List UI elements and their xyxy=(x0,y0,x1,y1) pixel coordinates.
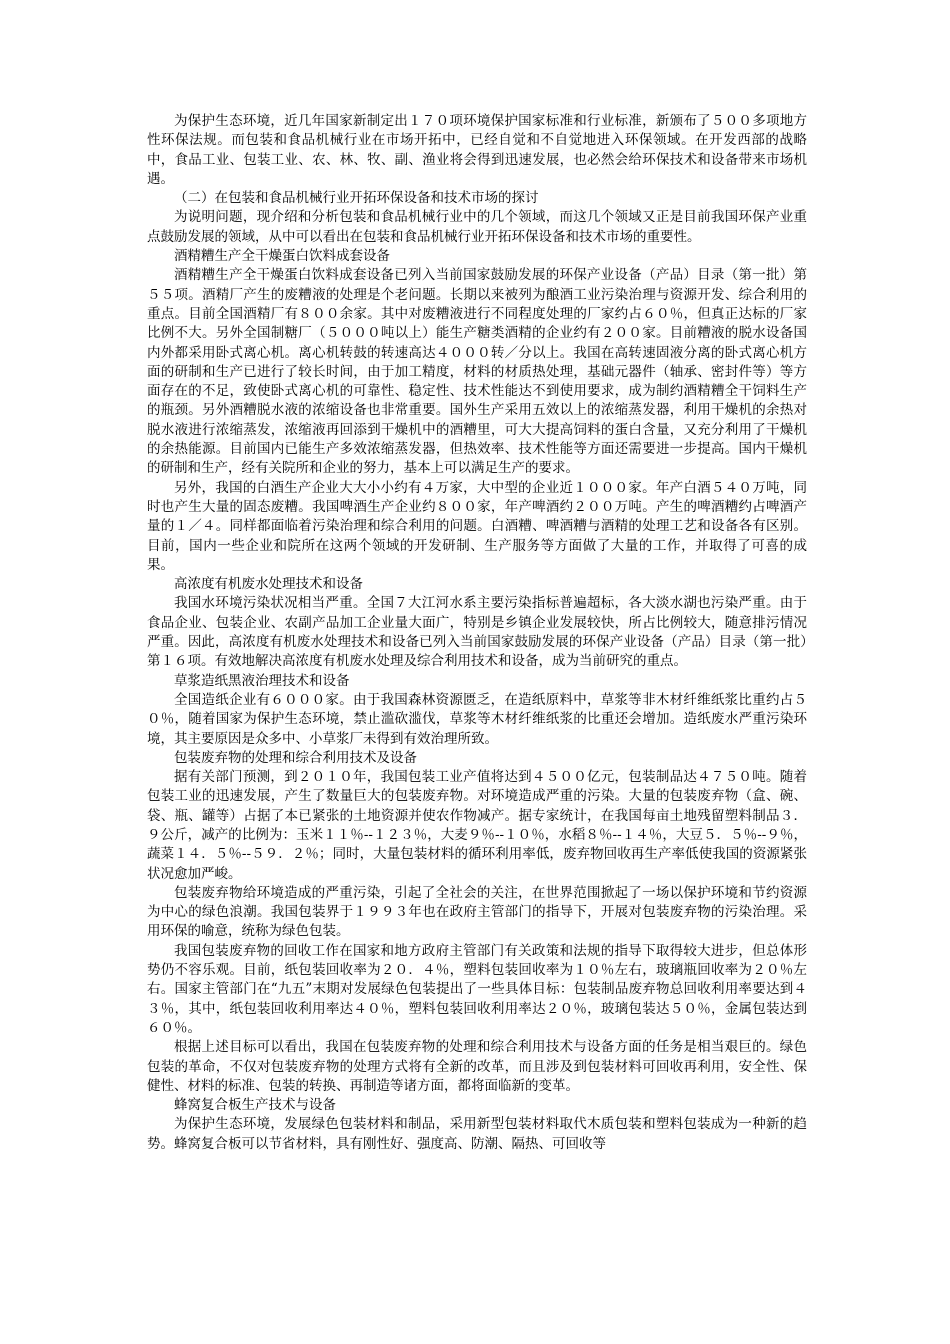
paragraph-honeycomb: 为保护生态环境，发展绿色包装材料和制品，采用新型包装材料取代木质包装和塑料包装成为一种新的趋势。蜂窝复合板可以节省材料，具有刚性好、强度高、防潮、隔热、可回收等 xyxy=(147,1116,807,1152)
subheading-honeycomb: 蜂窝复合板生产技术与设备 xyxy=(174,1097,336,1114)
paragraph-recycling: 我国包装废弃物的回收工作在国家和地方政府主管部门有关政策和法规的指导下取得较大进步，但总体形势仍不容乐观。目前，纸包装回收率为２０．４％，塑料包装回收率为１０％左右，玻璃瓶回收率为２０％左右。国家主管部门在“九五”末期对发展绿色包装提出了一些具体目标：包装制品废弃物总回收利用率要达到４３％，其中，纸包装回收利用率达４０％，塑料包装回收利用率达２０％，玻璃包装达５０％，金属包装达到６０％。 xyxy=(147,942,807,1036)
document-body xyxy=(147,112,807,1154)
subheading-wastewater: 高浓度有机废水处理技术和设备 xyxy=(174,576,363,593)
paragraph-targets: 根据上述目标可以看出，我国在包装废弃物的处理和综合利用技术与设备方面的任务是相当艰巨的。绿色包装的革命，不仅对包装废弃物的处理方式将有全新的改革，而且涉及到包装材料可回收再利用，安全性、保健性、材料的标准、包装的转换、再制造等诸方面，都将面临新的变革。 xyxy=(147,1039,807,1094)
paragraph-packaging-forecast: 据有关部门预测，到２０１０年，我国包装工业产值将达到４５００亿元，包装制品达４７５０吨。随着包装工业的迅速发展，产生了数量巨大的包装废弃物。对环境造成严重的污染。大量的包装废弃物（盒、碗、袋、瓶、罐等）占据了本已紧张的土地资源并使农作物减产。据专家统计，在我国每亩土地残留塑料制品３．９公斤，减产的比例为：玉米１１％--１２３％，大麦９％--１０％，水稻８％--１４％，大豆５．５％--９％，蔬菜１４．５％--５９．２％；同时，大量包装材料的循环利用率低，废弃物回收再生产率低使我国的资源紧张状况愈加严峻。 xyxy=(147,769,807,882)
paragraph-liquor-beer: 另外，我国的白酒生产企业大大小小约有４万家，大中型的企业近１０００家。年产白酒５４０万吨，同时也产生大量的固态废糟。我国啤酒生产企业约８００家，年产啤酒约２００万吨。产生的啤酒糟约占啤酒产量的１／４。同样都面临着污染治理和综合利用的问题。白酒糟、啤酒糟与酒精的处理工艺和设备各有区别。目前，国内一些企业和院所在这两个领域的开发研制、生产服务等方面做了大量的工作，并取得了可喜的成果。 xyxy=(147,479,807,573)
section-heading-2: （二）在包装和食品机械行业开拓环保设备和技术市场的探讨 xyxy=(174,190,539,207)
paragraph-distillers-grains: 酒精糟生产全干燥蛋白饮料成套设备已列入当前国家鼓励发展的环保产业设备（产品）目录（第一批）第５５项。酒精厂产生的废糟液的处理是个老问题。长期以来被列为酿酒工业污染治理与资源开发、综合利用的重点。目前全国酒精厂有８００余家。其中对废糟液进行不同程度处理的厂家约占６０％，但真正达标的厂家比例不大。另外全国制糖厂（５０００吨以上）能生产糖类酒精的企业约有２００家。目前糟液的脱水设备国内外都采用卧式离心机。离心机转鼓的转速高达４０００转／分以上。我国在高转速固液分离的卧式离心机方面的研制和生产已进行了较长时间，由于加工精度，材料的材质热处理，基础元器件（轴承、密封件等）等方面存在的不足，致使卧式离心机的可靠性、稳定性、技术性能达不到使用要求，成为制约酒精糟全干饲料生产的瓶颈。另外酒糟脱水液的浓缩设备也非常重要。国外生产采用五效以上的浓缩蒸发器，利用干燥机的余热对脱水液进行浓缩蒸发，浓缩液再回添到干燥机中的酒糟里，可大大提高饲料的蛋白含量，又充分利用了干燥机的余热能源。目前国内已能生产多效浓缩蒸发器，但热效率、技术性能等方面还需要进一步提高。国内干燥机的研制和生产，经有关院所和企业的努力，基本上可以满足生产的要求。 xyxy=(147,267,807,477)
paragraph-intro: 为保护生态环境，近几年国家新制定出１７０项环境保护国家标准和行业标准，新颁布了５００多项地方性环保法规。而包装和食品机械行业在市场开拓中，已经自觉和不自觉地进入环保领域。在开发西部的战略中，食品工业、包装工业、农、林、牧、副、渔业将会得到迅速发展，也必然会给环保技术和设备带来市场机遇。 xyxy=(147,113,807,187)
paragraph-wastewater: 我国水环境污染状况相当严重。全国７大江河水系主要污染指标普遍超标，各大淡水湖也污染严重。由于食品企业、包装企业、农副产品加工企业量大面广，特别是乡镇企业发展较快，所占比例较大，随意排污情况严重。因此，高浓度有机废水处理技术和设备已列入当前国家鼓励发展的环保产业设备（产品）目录（第一批）第１６项。有效地解决高浓度有机废水处理及综合利用技术和设备，成为当前研究的重点。 xyxy=(147,595,807,670)
paragraph-explanation: 为说明问题，现介绍和分析包装和食品机械行业中的几个领域，而这几个领域又正是目前我国环保产业重点鼓励发展的领域，从中可以看出在包装和食品机械行业开拓环保设备和技术市场的重要性。 xyxy=(147,209,807,245)
paragraph-green-packaging: 包装废弃物给环境造成的严重污染，引起了全社会的关注，在世界范围掀起了一场以保护环境和节约资源为中心的绿色浪潮。我国包装界于１９９３年也在政府主管部门的指导下，开展对包装废弃物的污染治理。采用环保的喻意，统称为绿色包装。 xyxy=(147,884,807,940)
paragraph-black-liquor: 全国造纸企业有６０００家。由于我国森林资源匮乏，在造纸原料中，草浆等非木材纤维纸浆比重约占５０％，随着国家为保护生态环境，禁止滥砍滥伐，草浆等木材纤维纸浆的比重还会增加。造纸废水严重污染环境，其主要原因是众多中、小草浆厂未得到有效治理所致。 xyxy=(147,691,807,747)
subheading-black-liquor: 草浆造纸黑液治理技术和设备 xyxy=(174,672,350,689)
subheading-packaging-waste: 包装废弃物的处理和综合利用技术及设备 xyxy=(174,749,417,766)
subheading-distillers-grains: 酒精糟生产全干燥蛋白饮料成套设备 xyxy=(174,248,390,265)
